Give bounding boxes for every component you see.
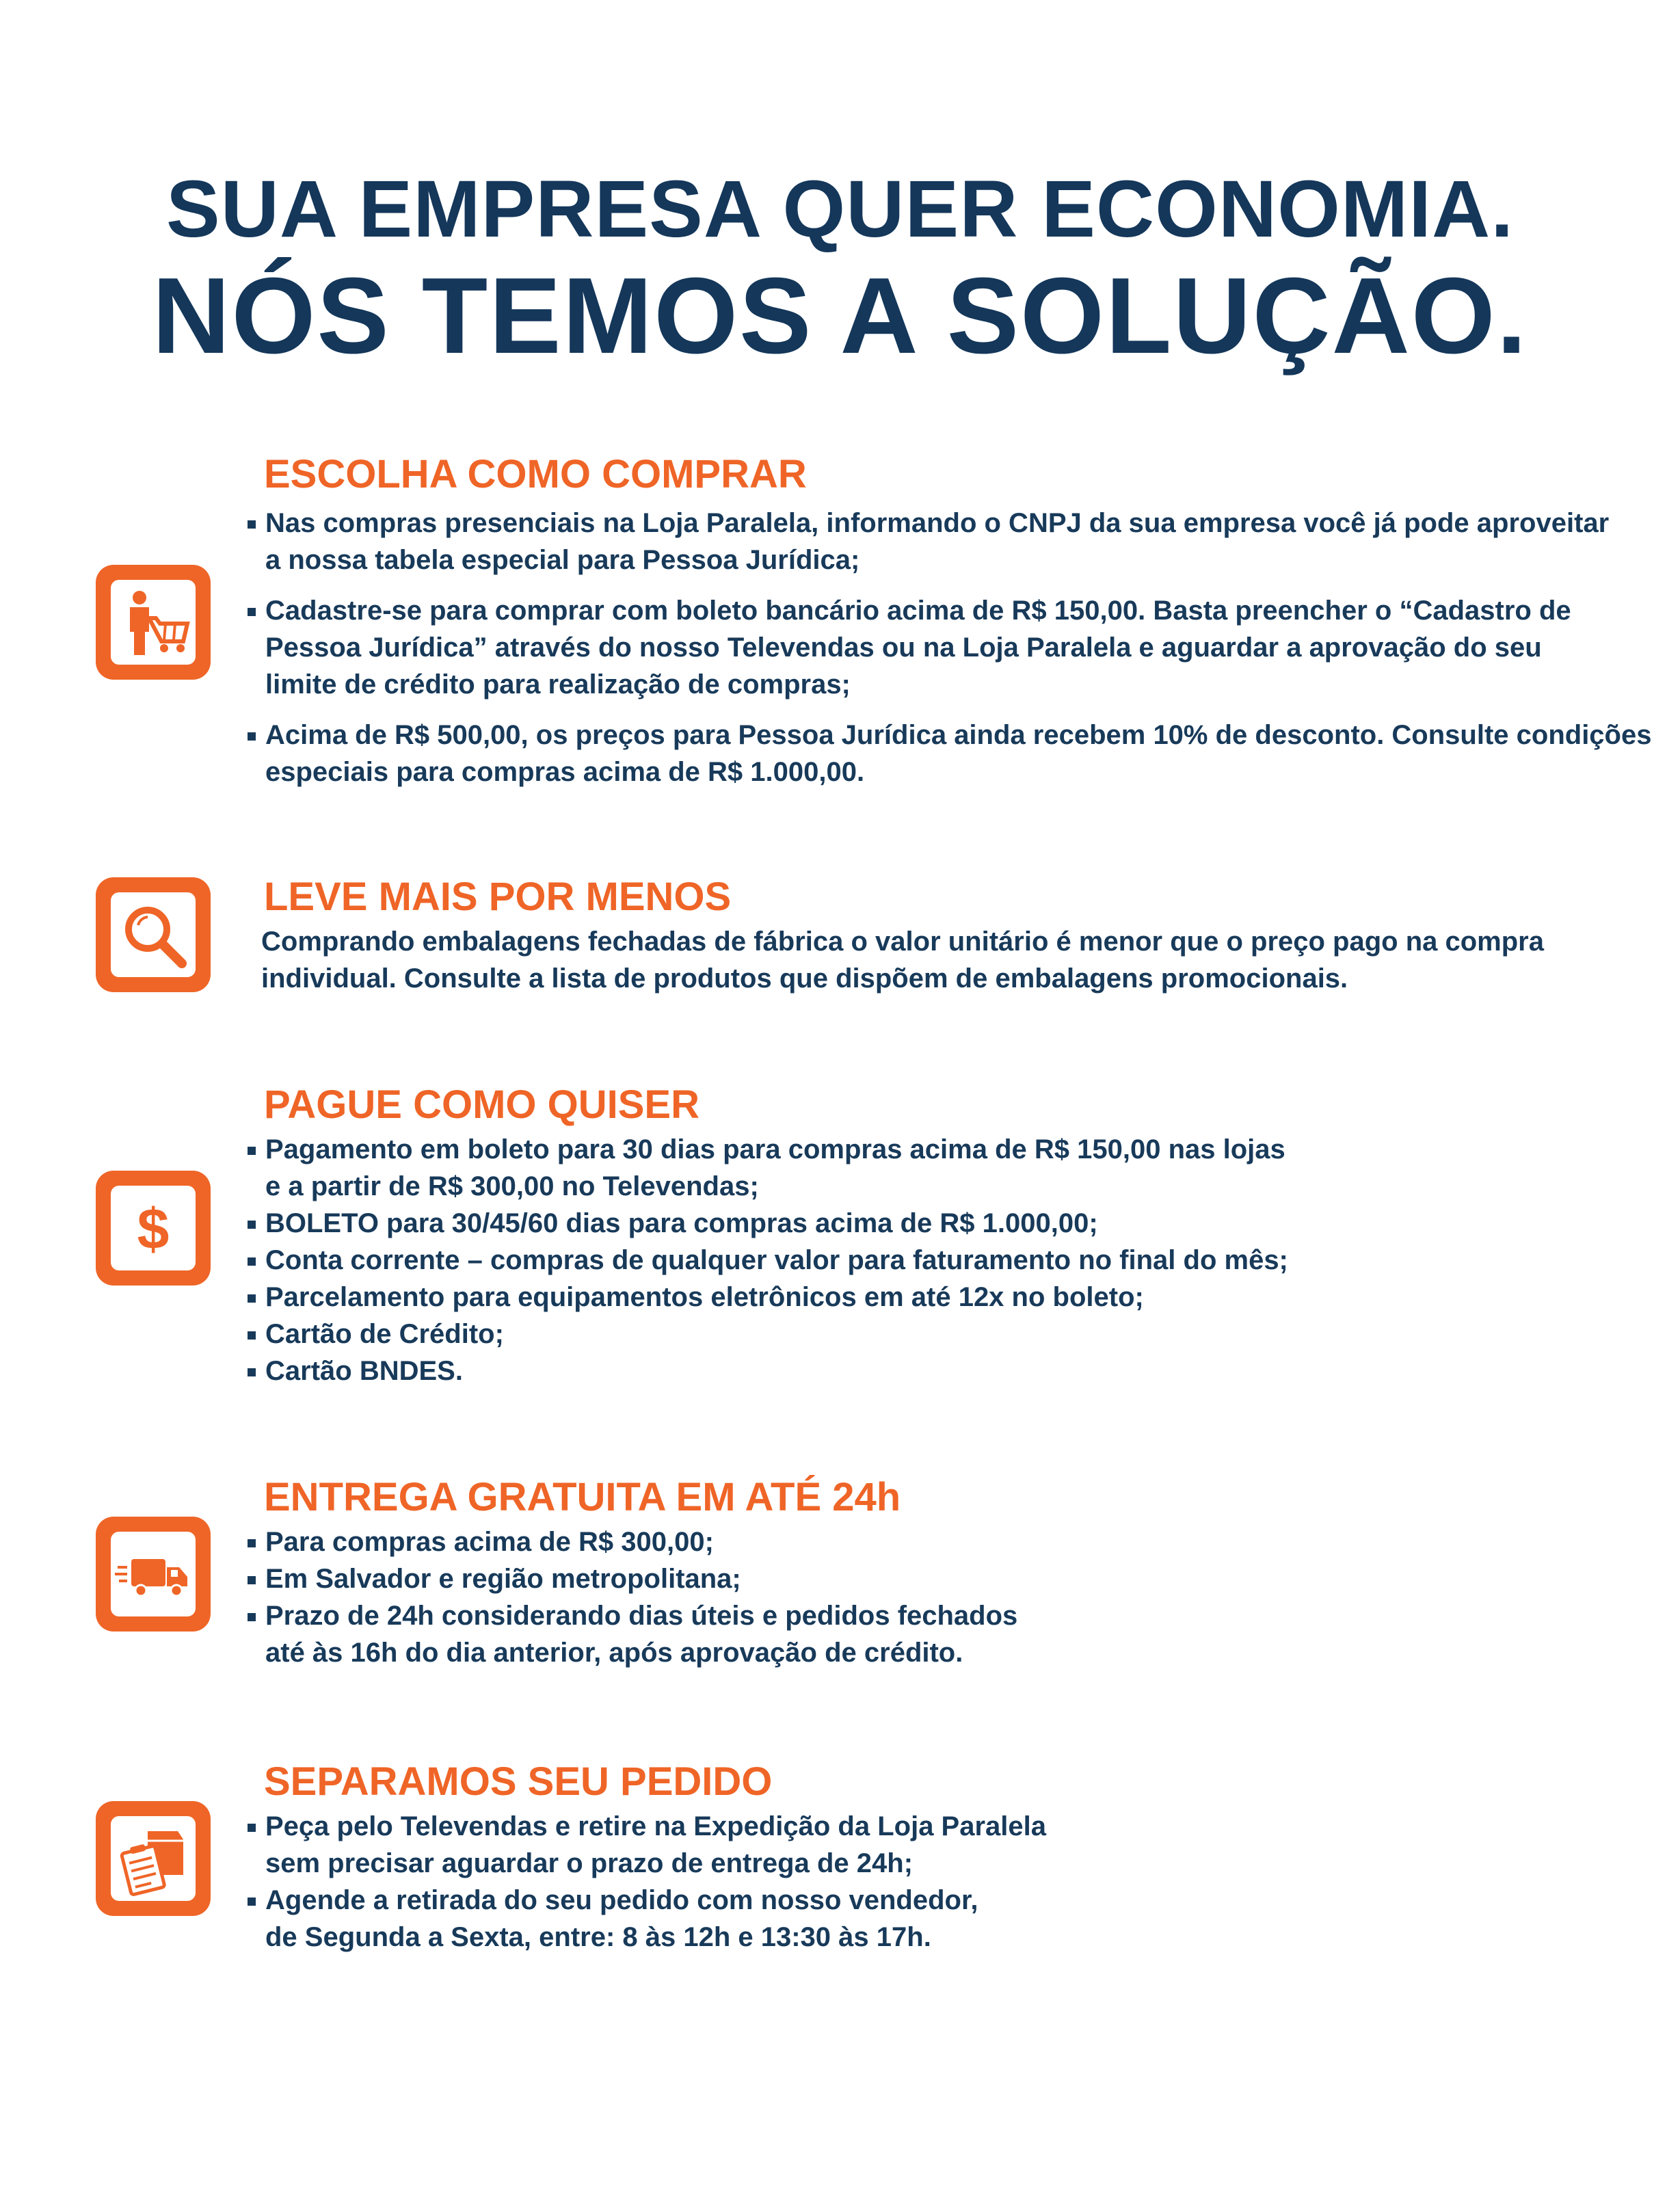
magnifier-icon (96, 877, 211, 992)
svg-text:$: $ (137, 1197, 170, 1261)
list-item: Pagamento em boleto para 30 dias para compras acima de R$ 150,00 nas lojas e a partir de R$ 300,00 no Televendas; (245, 1131, 1288, 1205)
list-item: Cartão BNDES. (245, 1353, 1288, 1389)
list-item: Nas compras presenciais na Loja Paralela, informando o CNPJ da sua empresa você já pode aproveitar a nossa tabela especial para Pessoa Jurídica; (245, 505, 1651, 578)
bullet-list (245, 1131, 1288, 1389)
section-text: Comprando embalagens fechadas de fábrica o valor unitário é menor que o preço pago na compra individual. Consulte a lista de produtos que dispõem de embalagens promocionais. (261, 927, 1544, 994)
list-item: BOLETO para 30/45/60 dias para compras acima de R$ 1.000,00; (245, 1205, 1288, 1242)
headline-line-2: NÓS TEMOS A SOLUÇÃO. (152, 256, 1528, 376)
headline-line-1: SUA EMPRESA QUER ECONOMIA. (166, 164, 1514, 254)
dollar-icon (96, 1171, 211, 1286)
bullet-list (245, 505, 1651, 790)
shopper-cart-icon (96, 565, 211, 680)
section-title: ESCOLHA COMO COMPRAR (264, 452, 807, 496)
bullet-list (245, 1808, 1046, 1956)
section-title: PAGUE COMO QUISER (264, 1082, 699, 1127)
section-title: LEVE MAIS POR MENOS (264, 875, 732, 919)
list-item: Cartão de Crédito; (245, 1316, 1288, 1353)
section-title: SEPARAMOS SEU PEDIDO (264, 1759, 773, 1804)
list-item: Acima de R$ 500,00, os preços para Pessoa Jurídica ainda recebem 10% de desconto. Consulte condições especiais para compras acima de R$ 1.000,00. (245, 717, 1651, 790)
delivery-truck-icon (96, 1517, 211, 1632)
order-box-clipboard-icon (96, 1801, 211, 1916)
list-item: Cadastre-se para comprar com boleto bancário acima de R$ 150,00. Basta preencher o “Cadastro de Pessoa Jurídica” através do nosso Televendas ou na Loja Paralela e aguardar a aprovação do seu limite de crédito para realização de compras; (245, 592, 1651, 703)
list-item: Em Salvador e região metropolitana; (245, 1560, 1017, 1597)
section-title: ENTREGA GRATUITA EM ATÉ 24h (264, 1475, 901, 1519)
list-item: Para compras acima de R$ 300,00; (245, 1523, 1017, 1560)
list-item: Parcelamento para equipamentos eletrônicos em até 12x no boleto; (245, 1279, 1288, 1316)
list-item: Peça pelo Televendas e retire na Expedição da Loja Paralela sem precisar aguardar o prazo de entrega de 24h; (245, 1808, 1046, 1882)
list-item: Agende a retirada do seu pedido com nosso vendedor, de Segunda a Sexta, entre: 8 às 12h e 13:30 às 17h. (245, 1882, 1046, 1956)
list-item: Conta corrente – compras de qualquer valor para faturamento no final do mês; (245, 1242, 1288, 1279)
list-item: Prazo de 24h considerando dias úteis e pedidos fechados até às 16h do dia anterior, após aprovação de crédito. (245, 1597, 1017, 1671)
bullet-list (245, 1523, 1017, 1671)
